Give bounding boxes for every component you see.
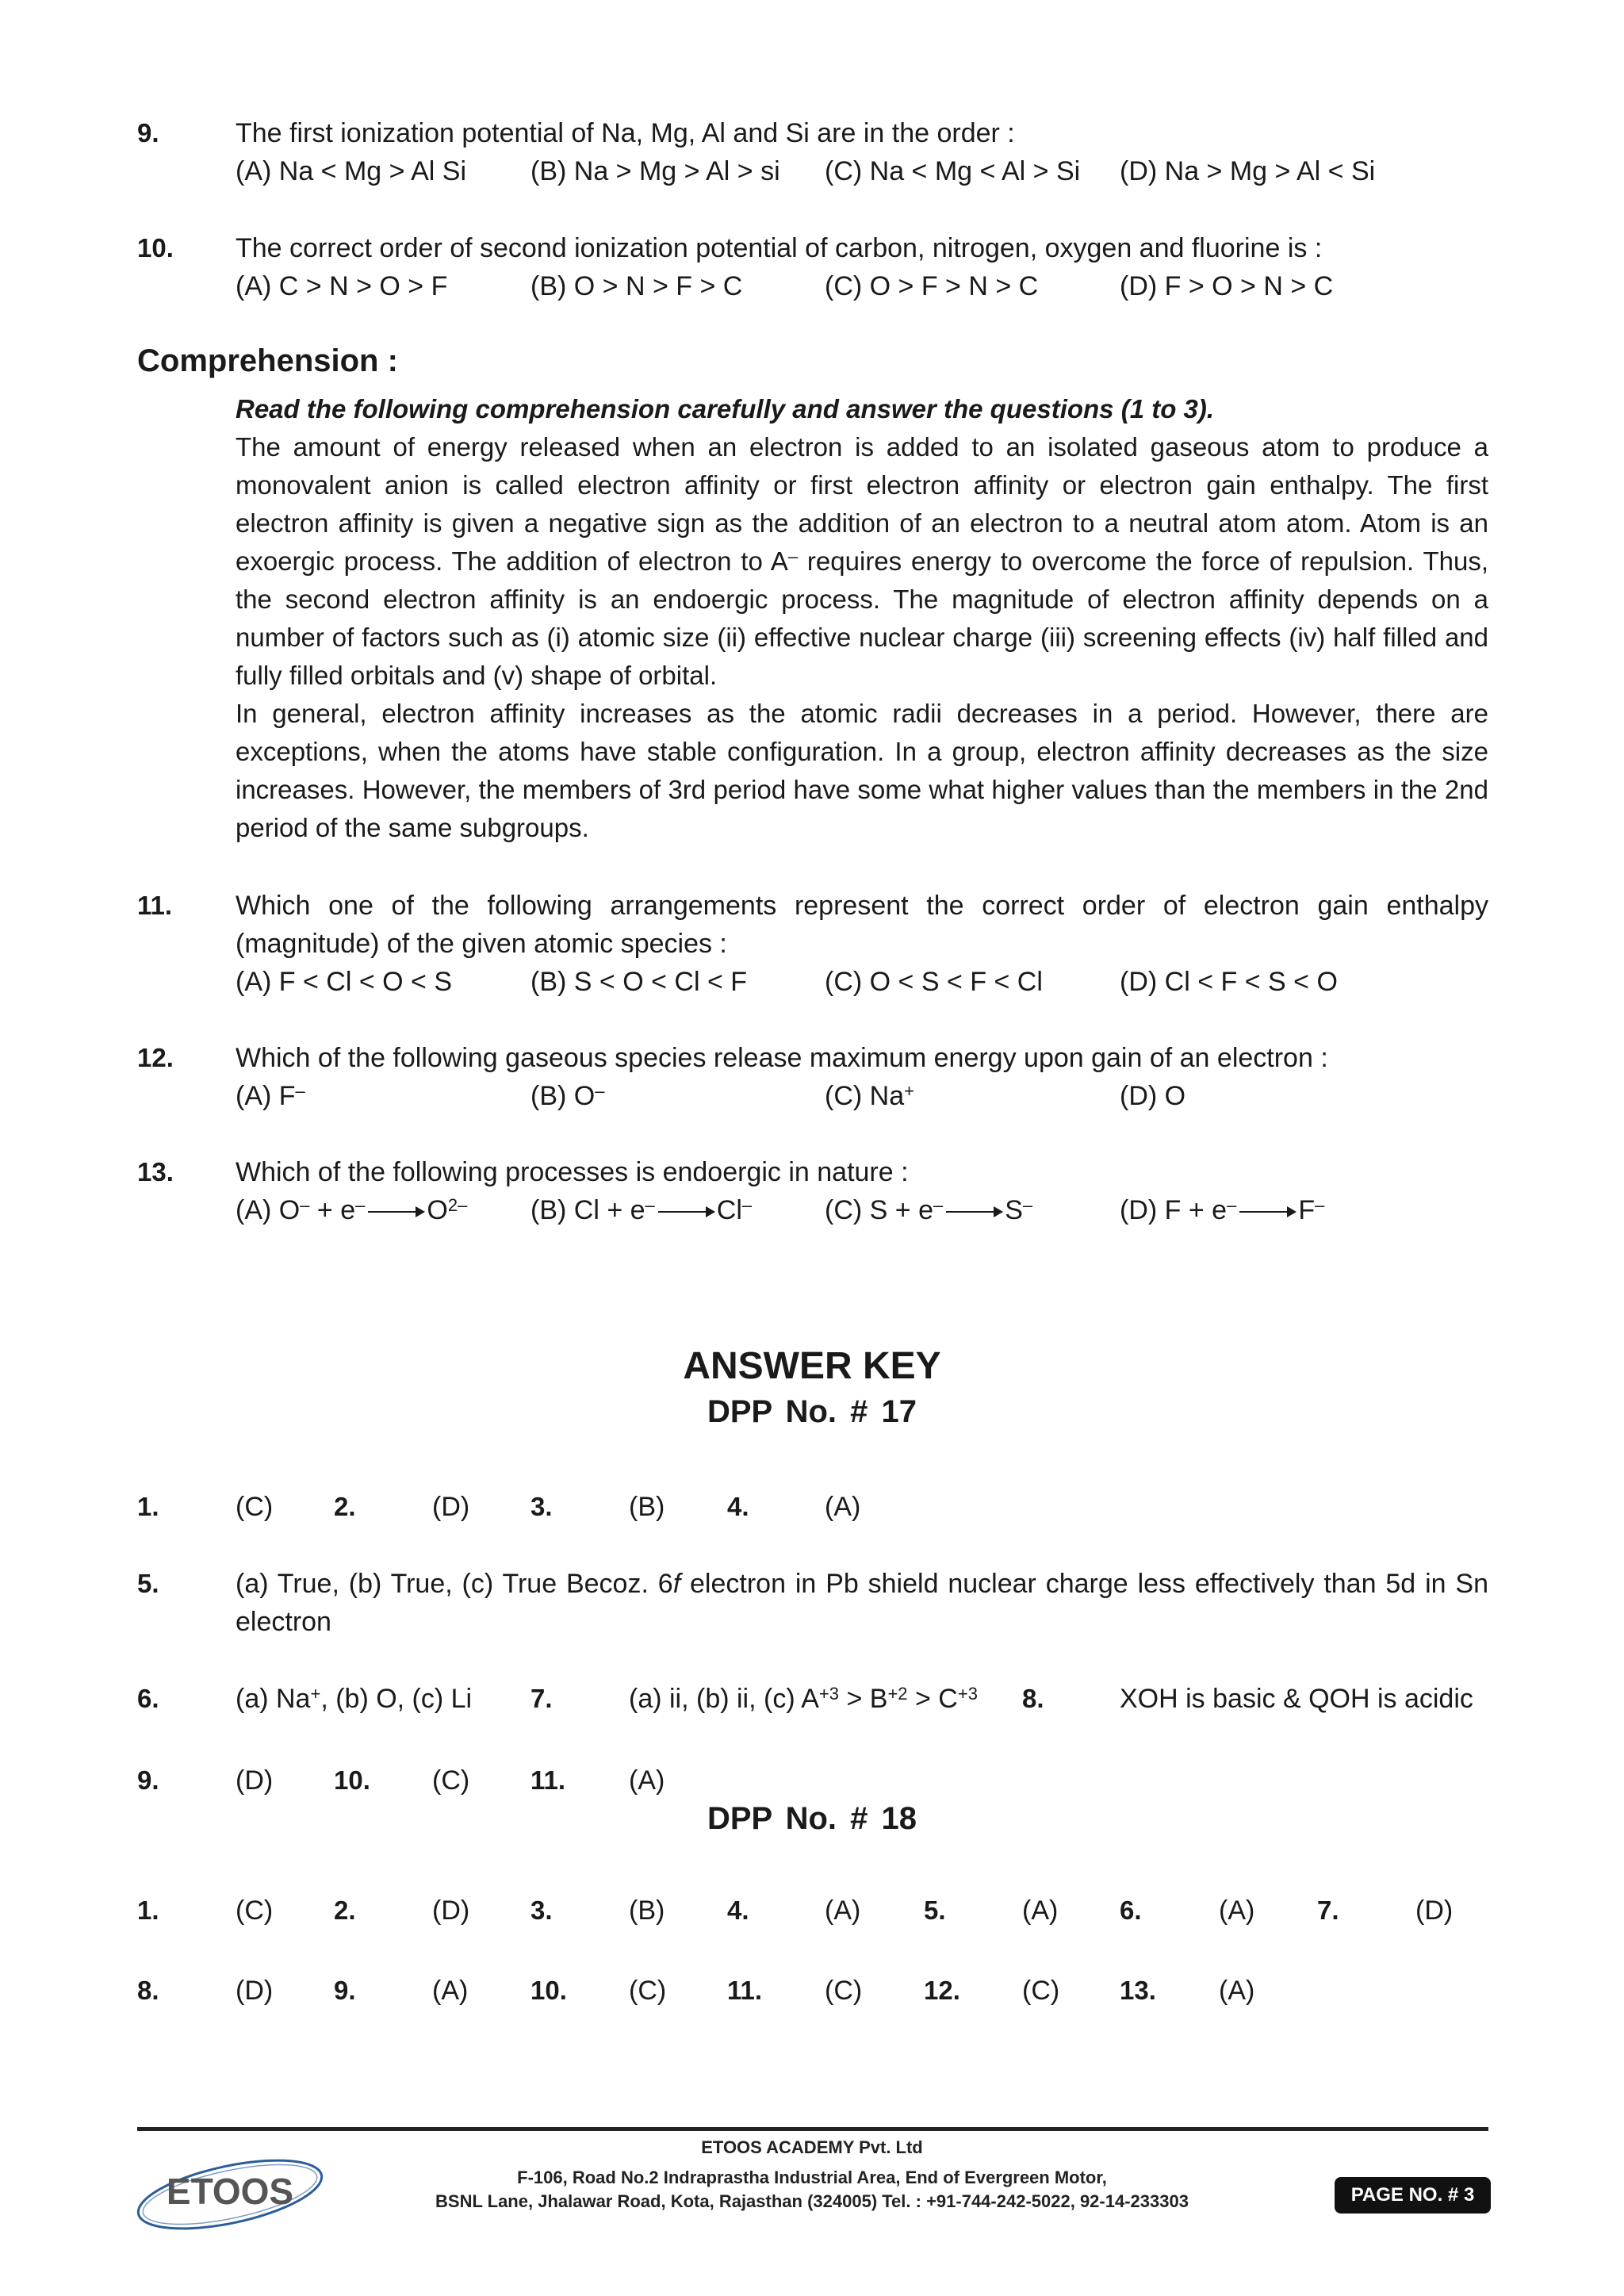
answer-value: (D) <box>236 1765 274 1796</box>
option-c: (C) O < S < F < Cl <box>825 967 1043 997</box>
answer-value: (A) <box>629 1765 665 1796</box>
option-a: (A) C > N > O > F <box>236 271 448 301</box>
footer-company: ETOOS ACADEMY Pvt. Ltd <box>701 2137 923 2157</box>
option-b: (B) Na > Mg > Al > si <box>530 156 780 186</box>
answer-value: (D) <box>432 1492 470 1522</box>
page-number-badge: PAGE NO. # 3 <box>1335 2177 1491 2214</box>
option-d: (D) O <box>1120 1081 1186 1111</box>
reaction-arrow-icon <box>946 1211 1002 1213</box>
answer-number: 3. <box>530 1895 553 1925</box>
option-c: (C) Na < Mg < Al > Si <box>825 156 1081 186</box>
option-d: (D) F + e– F– <box>1120 1195 1325 1225</box>
svg-text:ETOOS: ETOOS <box>166 2171 294 2212</box>
dpp18-title: DPP No. # 18 <box>707 1801 917 1836</box>
answer-value: (D) <box>236 1976 274 2006</box>
answer-number: 3. <box>530 1492 553 1521</box>
answer-number: 6. <box>1120 1895 1142 1925</box>
option-c: (C) Na+ <box>825 1081 914 1111</box>
answer-number: 5. <box>137 1569 159 1598</box>
answer-number: 1. <box>137 1895 159 1925</box>
reaction-arrow-icon <box>1239 1211 1295 1213</box>
option-d: (D) Na > Mg > Al < Si <box>1120 156 1376 186</box>
option-b: (B) O > N > F > C <box>530 271 743 301</box>
option-b: (B) Cl + e– Cl– <box>530 1195 753 1225</box>
answer-number: 11. <box>727 1976 763 2005</box>
answer-number: 2. <box>334 1492 356 1521</box>
answer-number: 7. <box>1317 1895 1339 1925</box>
answer-number: 11. <box>530 1765 566 1795</box>
question-text: The correct order of second ionization potential of carbon, nitrogen, oxygen and fluorine is : <box>236 233 1323 263</box>
answer-value: (C) <box>432 1765 470 1796</box>
comprehension-passage <box>236 390 1488 847</box>
dpp17-title: DPP No. # 17 <box>707 1394 917 1429</box>
answer-number: 7. <box>530 1684 553 1713</box>
answer-value: (B) <box>629 1492 665 1522</box>
answer-number: 1. <box>137 1492 159 1521</box>
answer-value: (A) <box>1022 1895 1059 1926</box>
answer-number: 13. <box>1120 1976 1156 2005</box>
question-text: Which of the following processes is endoergic in nature : <box>236 1157 909 1187</box>
option-a: (A) F– <box>236 1081 305 1111</box>
answer-key-title: ANSWER KEY <box>683 1345 941 1387</box>
option-b: (B) O– <box>530 1081 605 1111</box>
answer-value: (A) <box>825 1492 861 1522</box>
question-number: 11. <box>137 891 173 920</box>
answer-value: (C) <box>236 1895 274 1926</box>
question-number: 9. <box>137 118 159 148</box>
answer-number: 10. <box>530 1976 567 2005</box>
question-number: 12. <box>137 1043 174 1072</box>
answer-value: (A) <box>1219 1895 1255 1926</box>
comprehension-heading: Comprehension : <box>137 343 398 378</box>
answer-number: 8. <box>137 1976 159 2005</box>
option-b: (B) S < O < Cl < F <box>530 967 748 997</box>
answer-number: 4. <box>727 1895 749 1925</box>
answer-number: 5. <box>924 1895 946 1925</box>
option-a: (A) O– + e– $O^{2-}$ <box>236 1195 468 1225</box>
answer-number: 6. <box>137 1684 159 1713</box>
answer-number: 2. <box>334 1895 356 1925</box>
comprehension-paragraph-2: In general, electron affinity increases as the atomic radii decreases in a period. However, there are exceptions, when the atoms have stable configuration. In a group, electron affinity decreases as the size increases. However, the members of 3rd period have some what higher values than the members in the 2nd period of the same subgroups. <box>236 699 1488 842</box>
footer-address-2: BSNL Lane, Jhalawar Road, Kota, Rajasthan (324005) Tel. : +91-744-242-5022, 92-14-233303 <box>435 2191 1189 2211</box>
question-number: 13. <box>137 1157 174 1186</box>
option-d: (D) Cl < F < S < O <box>1120 967 1338 997</box>
option-c: (C) S + e– S– <box>825 1195 1033 1225</box>
option-c: (C) O > F > N > C <box>825 271 1039 301</box>
answer-value: XOH is basic & QOH is acidic <box>1120 1684 1473 1714</box>
option-a: (A) F < Cl < O < S <box>236 967 453 997</box>
answer-value: (C) <box>236 1492 274 1522</box>
answer-number: 9. <box>137 1765 159 1795</box>
answer-value: (C) <box>825 1976 863 2006</box>
answer-value: (a) True, (b) True, (c) True Becoz. 6f electron in Pb shield nuclear charge less effectively than 5d in Sn electron <box>236 1569 1488 1637</box>
answer-number: 12. <box>924 1976 960 2005</box>
comprehension-instruction: Read the following comprehension carefully and answer the questions (1 to 3). <box>236 394 1215 424</box>
answer-value: (D) <box>432 1895 470 1926</box>
answer-value: (C) <box>1022 1976 1060 2006</box>
answer-value: (B) <box>629 1895 665 1926</box>
answer-value: (A) <box>1219 1976 1255 2006</box>
footer-divider <box>137 2127 1488 2131</box>
answer-value: (a) ii, (b) ii, (c) $A^{+3} > B^{+2} > C^{+3}$ <box>629 1684 978 1714</box>
answer-value: (a) Na+, (b) O, (c) Li <box>236 1684 473 1714</box>
option-d: (D) F > O > N > C <box>1120 271 1334 301</box>
comprehension-paragraph-1: The amount of energy released when an electron is added to an isolated gaseous atom to produce a monovalent anion is called electron affinity or first electron affinity or electron gain enthalpy. The first electron affinity is given a negative sign as the addition of an electron to a neutral atom atom. Atom is an exoergic process. The addition of electron to A– requires energy to overcome the force of repulsion. Thus, the second electron affinity is an endoergic process. The magnitude of electron affinity depends on a number of factors such as (i) atomic size (ii) effective nuclear charge (iii) screening effects (iv) half filled and fully filled orbitals and (v) shape of orbital. <box>236 432 1488 690</box>
question-text: The first ionization potential of Na, Mg, Al and Si are in the order : <box>236 118 1015 148</box>
reaction-arrow-icon <box>368 1211 423 1213</box>
question-number: 10. <box>137 233 174 263</box>
answer-number: 4. <box>727 1492 749 1521</box>
answer-value: (D) <box>1415 1895 1454 1926</box>
reaction-arrow-icon <box>658 1211 714 1213</box>
answer-number: 8. <box>1022 1684 1044 1713</box>
answer-value: (C) <box>629 1976 667 2006</box>
question-text: Which one of the following arrangements represent the correct order of electron gain enthalpy (magnitude) of the given atomic species : <box>236 891 1488 959</box>
question-text: Which of the following gaseous species release maximum energy upon gain of an electron : <box>236 1043 1328 1073</box>
footer-address-1: F-106, Road No.2 Indraprastha Industrial Area, End of Evergreen Motor, <box>517 2168 1107 2187</box>
answer-number: 10. <box>334 1765 370 1795</box>
answer-value: (A) <box>825 1895 861 1926</box>
answer-value: (A) <box>432 1976 469 2006</box>
option-a: (A) Na < Mg > Al Si <box>236 156 466 186</box>
answer-number: 9. <box>334 1976 356 2005</box>
